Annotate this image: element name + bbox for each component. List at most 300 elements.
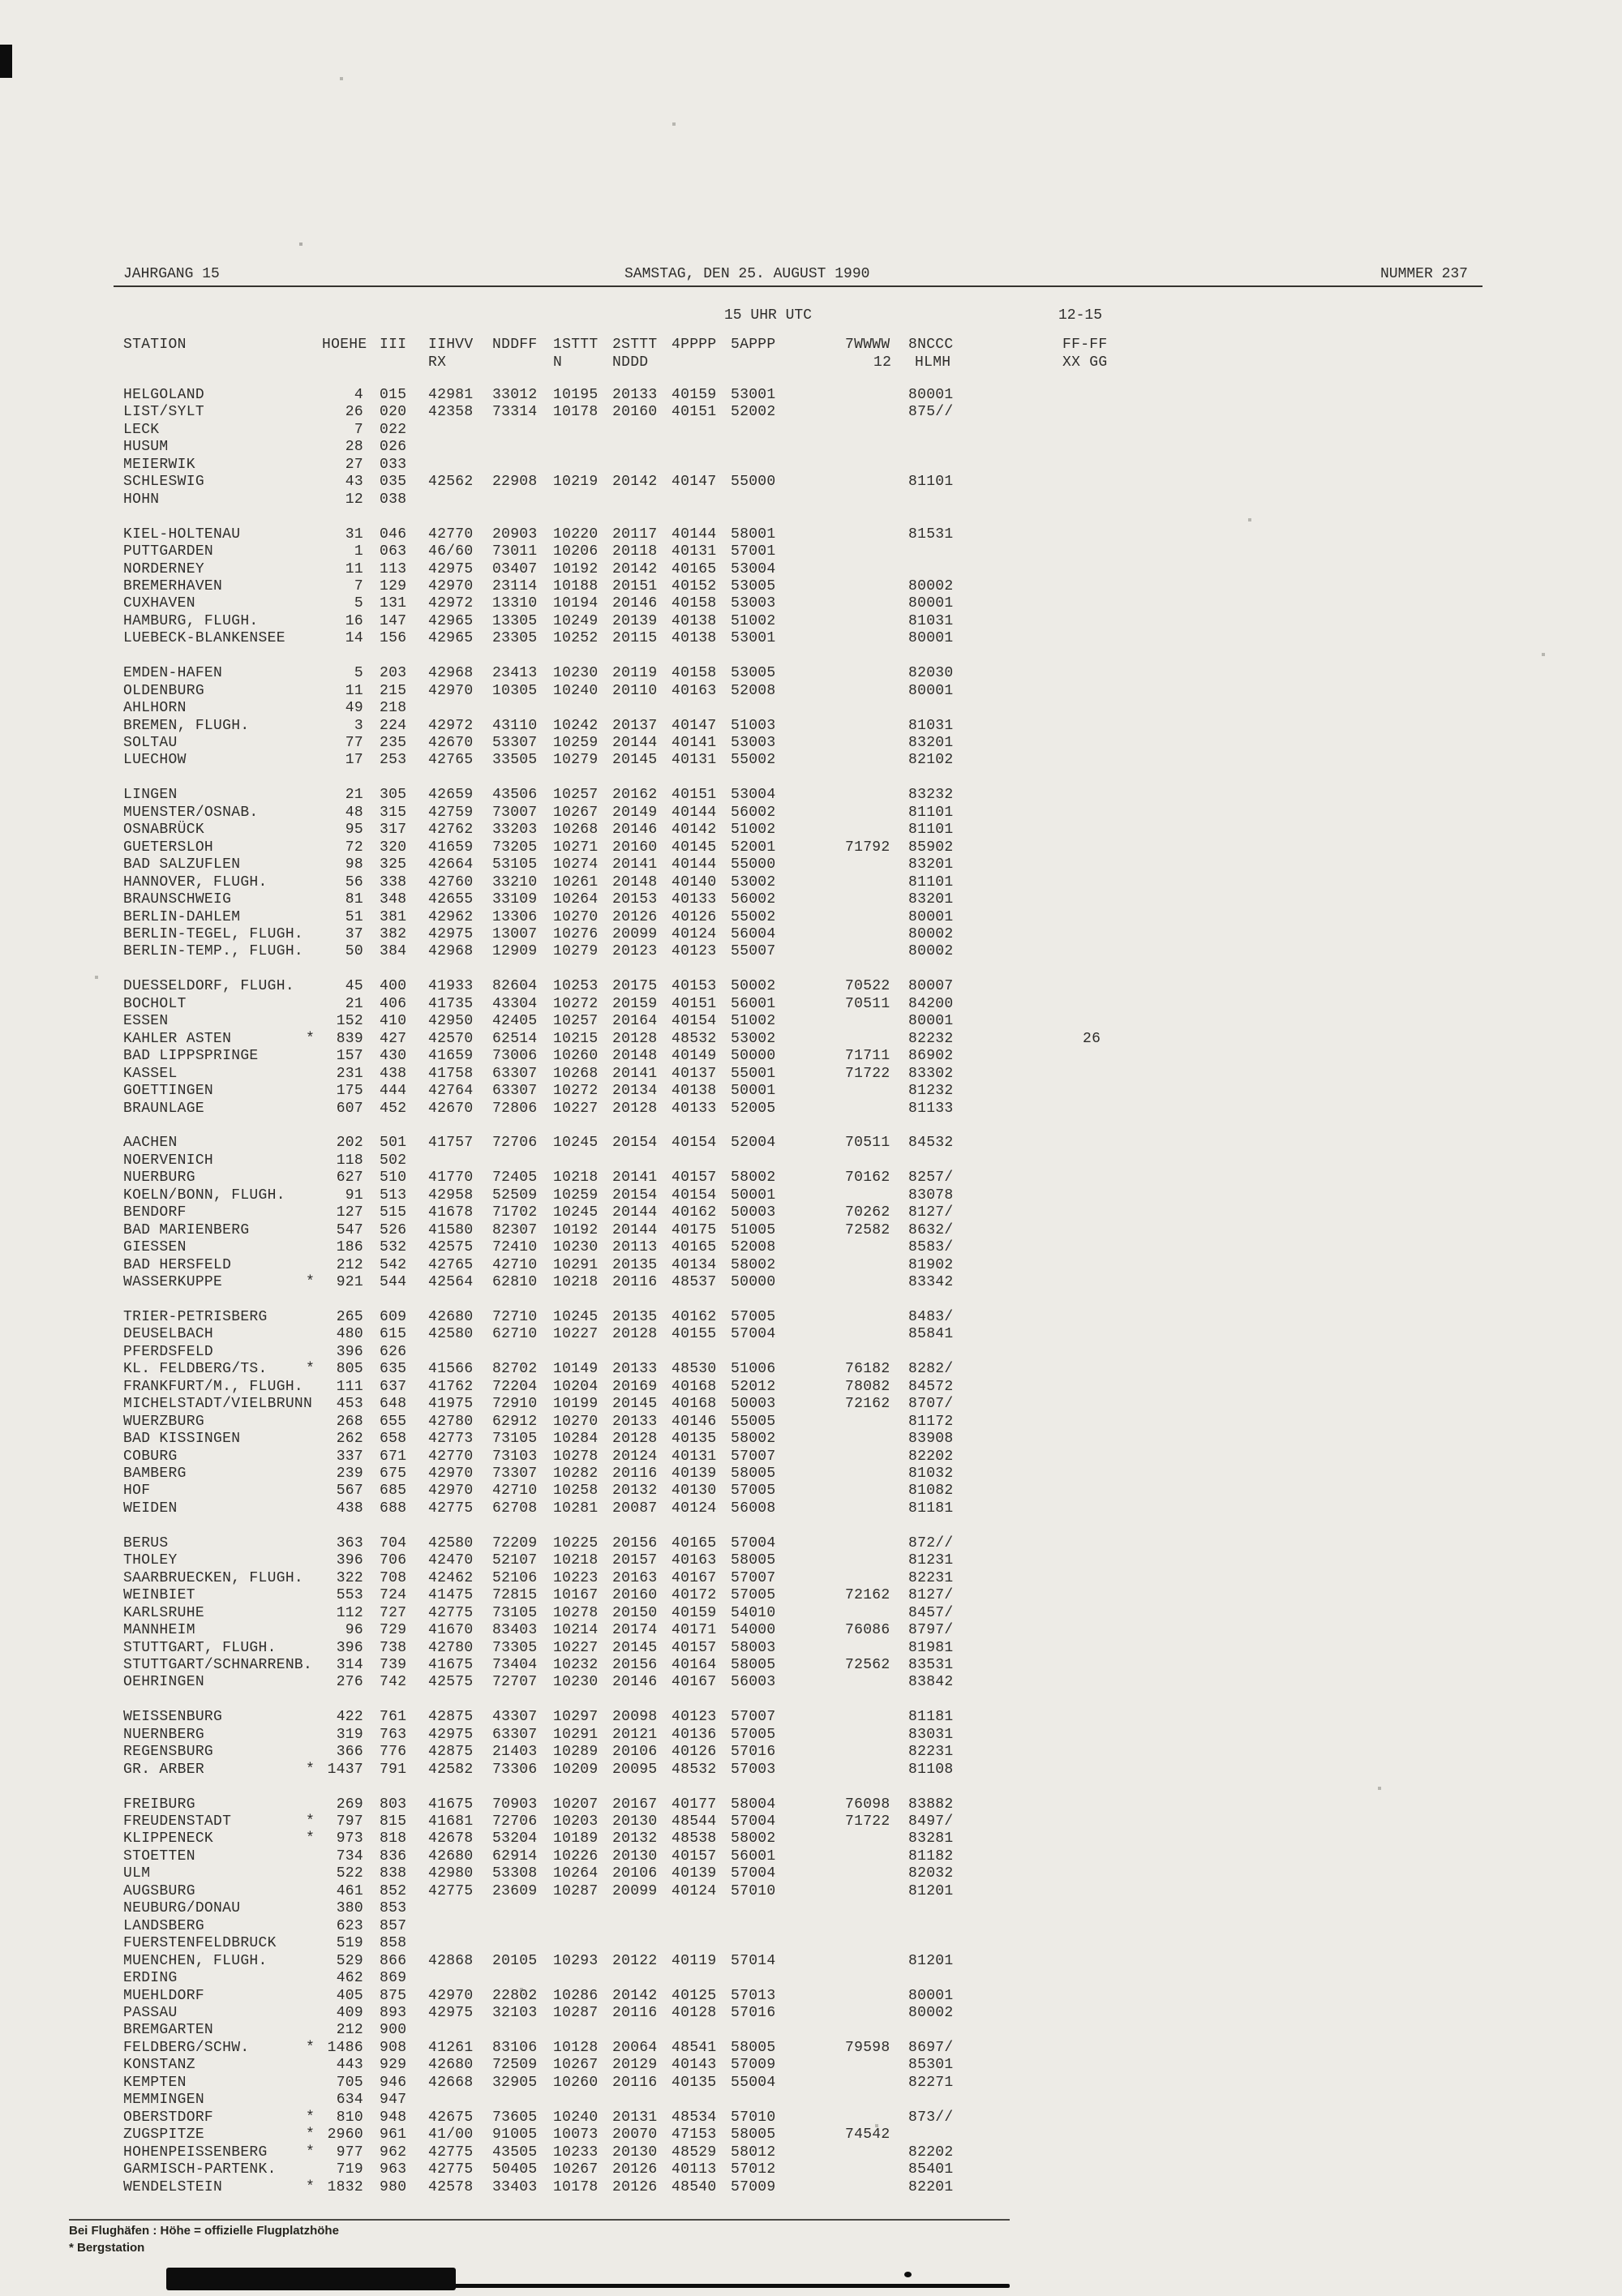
station-name: FREIBURG: [123, 1796, 195, 1813]
station-number: 410: [380, 1013, 407, 1030]
group-1sttt: 10291: [553, 1256, 599, 1273]
station-name: SAARBRUECKEN, FLUGH.: [123, 1569, 304, 1586]
group-nddff: 52107: [492, 1552, 538, 1569]
group-1sttt: 10199: [553, 1396, 599, 1413]
group-1sttt: 10282: [553, 1466, 599, 1482]
bergstation-marker: [306, 457, 322, 474]
station-name: MUENCHEN, FLUGH.: [123, 1952, 268, 1969]
group-8nccc: 85401: [908, 2161, 954, 2178]
group-1sttt: 10253: [553, 978, 599, 995]
station-elevation: 16: [345, 612, 363, 629]
group-1sttt: 10230: [553, 665, 599, 682]
group-nddff: 82604: [492, 978, 538, 995]
station-elevation: 4: [354, 387, 363, 403]
table-row: [0, 1187, 1622, 1204]
group-8nccc: 81201: [908, 1882, 954, 1899]
group-2sttt: 20118: [612, 543, 658, 560]
group-2sttt: [612, 2092, 672, 2109]
group-nddff: [492, 1344, 553, 1361]
bergstation-marker: [306, 1587, 322, 1604]
group-nddff: 21403: [492, 1744, 538, 1761]
bergstation-marker: [306, 683, 322, 700]
group-8nccc: 81231: [908, 1552, 954, 1569]
group-7wwww: 71722: [845, 1813, 890, 1830]
table-row: [0, 1466, 1622, 1483]
group-iihvv: [428, 1152, 492, 1169]
group-5appp: 58005: [731, 1656, 776, 1673]
group-1sttt: 10284: [553, 1431, 599, 1448]
station-number: 637: [380, 1378, 407, 1395]
group-nddff: 73105: [492, 1431, 538, 1448]
group-7wwww: [845, 1552, 908, 1569]
bergstation-marker: *: [306, 1830, 315, 1848]
group-iihvv: 41675: [428, 1656, 474, 1673]
station-elevation: 21: [345, 787, 363, 804]
group-iihvv: 41757: [428, 1135, 474, 1152]
station-elevation: 43: [345, 474, 363, 491]
group-2sttt: 20169: [612, 1378, 658, 1395]
group-ffff: [1062, 1239, 1622, 1256]
bergstation-marker: *: [306, 2144, 315, 2161]
group-5appp: 57014: [731, 1952, 776, 1969]
group-8nccc: [908, 1344, 1062, 1361]
group-iihvv: 42358: [428, 404, 474, 421]
table-row: [0, 1431, 1622, 1448]
group-2sttt: [612, 422, 672, 439]
group-ffff: [1062, 718, 1622, 735]
group-5appp: 57004: [731, 1865, 776, 1882]
station-name: AHLHORN: [123, 700, 187, 717]
station-elevation: 5: [354, 665, 363, 682]
column-subheader-nddd: NDDD: [612, 354, 649, 371]
group-iihvv: 42780: [428, 1413, 474, 1430]
station-name: BAD SALZUFLEN: [123, 856, 241, 873]
group-ffff: [1062, 543, 1622, 560]
group-iihvv: [428, 457, 492, 474]
group-7wwww: [845, 1709, 908, 1726]
group-8nccc: 81902: [908, 1256, 954, 1273]
station-name: SOLTAU: [123, 735, 178, 752]
scan-artifact-top-left: [0, 45, 12, 78]
station-name: EMDEN-HAFEN: [123, 665, 223, 682]
group-2sttt: 20134: [612, 1083, 658, 1100]
group-1sttt: 10270: [553, 1413, 599, 1430]
bergstation-marker: [306, 1883, 322, 1900]
group-2sttt: 20064: [612, 2039, 658, 2056]
group-8nccc: 83302: [908, 1065, 954, 1082]
group-2sttt: 20144: [612, 1204, 658, 1221]
group-2sttt: 20130: [612, 1813, 658, 1830]
group-nddff: 62708: [492, 1500, 538, 1517]
station-elevation: 405: [336, 1987, 363, 2004]
station-elevation: 1437: [327, 1761, 363, 1778]
column-header-iii: III: [380, 337, 407, 353]
bergstation-marker: [306, 874, 322, 891]
group-7wwww: [845, 387, 908, 404]
group-nddff: 63307: [492, 1083, 538, 1100]
group-ffff: [1062, 1865, 1622, 1882]
group-8nccc: 81101: [908, 873, 954, 891]
bergstation-marker: [306, 1535, 322, 1552]
station-name: NUERBURG: [123, 1169, 195, 1187]
group-ffff: [1062, 1101, 1622, 1118]
column-header-8nccc: 8NCCC: [908, 337, 954, 353]
group-iihvv: 42965: [428, 612, 474, 629]
group-7wwww: [845, 2075, 908, 2092]
group-8nccc: 8483/: [908, 1308, 954, 1325]
station-name: SCHLESWIG: [123, 474, 204, 491]
group-iihvv: 42770: [428, 1448, 474, 1465]
bergstation-marker: [306, 856, 322, 873]
bergstation-marker: [306, 630, 322, 647]
station-name: PUTTGARDEN: [123, 543, 214, 560]
group-ffff: [1062, 2126, 1622, 2144]
group-1sttt: 10278: [553, 1448, 599, 1465]
station-elevation: 337: [336, 1448, 363, 1465]
group-nddff: 73305: [492, 1639, 538, 1656]
group-7wwww: [845, 491, 908, 509]
table-row: [0, 1309, 1622, 1326]
bergstation-marker: [306, 891, 322, 908]
group-iihvv: 42968: [428, 943, 474, 960]
group-iihvv: 41678: [428, 1204, 474, 1221]
group-7wwww: 76098: [845, 1796, 890, 1813]
group-ffff: [1062, 1013, 1622, 1030]
station-number: 348: [380, 891, 407, 908]
group-7wwww: [845, 926, 908, 943]
bergstation-marker: [306, 735, 322, 752]
group-8nccc: 8707/: [908, 1396, 954, 1413]
group-4pppp: 40142: [672, 822, 717, 839]
group-5appp: [731, 2022, 845, 2039]
station-elevation: 262: [336, 1431, 363, 1448]
group-ffff: [1062, 996, 1622, 1013]
station-number: 305: [380, 787, 407, 804]
table-row: [0, 1414, 1622, 1431]
group-7wwww: [845, 1013, 908, 1030]
station-number: 946: [380, 2074, 407, 2091]
group-1sttt: 10218: [553, 1274, 599, 1291]
group-4pppp: 40163: [672, 682, 717, 699]
group-8nccc: [908, 491, 1062, 509]
column-subheader-rx: RX: [428, 354, 447, 371]
group-4pppp: 40133: [672, 891, 717, 908]
group-1sttt: [553, 1152, 612, 1169]
group-7wwww: [845, 1535, 908, 1552]
group-5appp: 50001: [731, 1083, 776, 1100]
group-5appp: 51002: [731, 612, 776, 629]
group-1sttt: [553, 1970, 612, 1987]
station-elevation: 202: [336, 1135, 363, 1152]
group-1sttt: [553, 1935, 612, 1952]
group-ffff: [1062, 1883, 1622, 1900]
station-name: FUERSTENFELDBRUCK: [123, 1935, 277, 1952]
group-1sttt: 10252: [553, 630, 599, 647]
group-8nccc: 83031: [908, 1726, 954, 1743]
group-iihvv: 42972: [428, 595, 474, 612]
column-header-nddff: NDDFF: [492, 337, 538, 353]
group-8nccc: 83078: [908, 1187, 954, 1204]
group-2sttt: 20095: [612, 1761, 658, 1778]
group-1sttt: 10167: [553, 1587, 599, 1604]
group-ffff: [1062, 2092, 1622, 2109]
group-4pppp: 48529: [672, 2144, 717, 2161]
station-name: KLIPPENECK: [123, 1830, 214, 1848]
group-2sttt: 20135: [612, 1256, 658, 1273]
group-iihvv: [428, 1918, 492, 1935]
column-header-hoehe: HOEHE: [322, 337, 367, 353]
group-ffff: [1062, 1535, 1622, 1552]
station-elevation: 366: [336, 1744, 363, 1761]
group-8nccc: 83882: [908, 1796, 954, 1813]
bergstation-marker: [306, 1083, 322, 1100]
bergstation-marker: [306, 2057, 322, 2074]
group-1sttt: 10204: [553, 1378, 599, 1395]
table-row: [0, 1274, 1622, 1291]
group-8nccc: 81172: [908, 1413, 954, 1430]
group-1sttt: 10178: [553, 404, 599, 421]
group-7wwww: 70162: [845, 1169, 890, 1187]
table-row: [0, 422, 1622, 439]
group-2sttt: 20116: [612, 1274, 658, 1291]
group-ffff: [1062, 2109, 1622, 2126]
group-iihvv: 42578: [428, 2178, 474, 2195]
group-7wwww: [845, 1239, 908, 1256]
table-row: [0, 1101, 1622, 1118]
station-elevation: 805: [336, 1361, 363, 1378]
group-iihvv: 42570: [428, 1030, 474, 1047]
group-5appp: 51002: [731, 822, 776, 839]
group-nddff: 73011: [492, 543, 538, 560]
group-5appp: 56003: [731, 1674, 776, 1691]
table-row: [0, 1031, 1622, 1048]
group-nddff: 73006: [492, 1048, 538, 1065]
group-5appp: 58002: [731, 1169, 776, 1187]
group-7wwww: [845, 422, 908, 439]
station-number: 675: [380, 1466, 407, 1482]
station-elevation: 1486: [327, 2039, 363, 2056]
station-name: FELDBERG/SCHW.: [123, 2039, 250, 2056]
station-elevation: 921: [336, 1274, 363, 1291]
group-iihvv: 42975: [428, 1726, 474, 1743]
group-7wwww: [845, 561, 908, 578]
bergstation-marker: [306, 1796, 322, 1813]
group-ffff: [1062, 2179, 1622, 2196]
station-number: 542: [380, 1256, 407, 1273]
group-2sttt: 20137: [612, 717, 658, 734]
group-nddff: 53307: [492, 735, 538, 752]
group-7wwww: [845, 2022, 908, 2039]
station-name: HANNOVER, FLUGH.: [123, 873, 268, 891]
group-5appp: 53005: [731, 665, 776, 682]
group-8nccc: 8497/: [908, 1813, 954, 1830]
table-row: [0, 1796, 1622, 1813]
station-name: AUGSBURG: [123, 1882, 195, 1899]
group-ffff: [1062, 1935, 1622, 1952]
group-8nccc: 82271: [908, 2074, 954, 2091]
group-7wwww: [845, 1500, 908, 1517]
group-nddff: 73404: [492, 1656, 538, 1673]
group-nddff: 20903: [492, 526, 538, 543]
group-7wwww: [845, 630, 908, 647]
group-nddff: 53308: [492, 1865, 538, 1882]
group-4pppp: 40123: [672, 1709, 717, 1726]
group-nddff: 83403: [492, 1622, 538, 1639]
station-name: NORDERNEY: [123, 560, 204, 577]
group-7wwww: [845, 787, 908, 804]
table-row: [0, 683, 1622, 700]
group-ffff: [1062, 561, 1622, 578]
group-2sttt: 20126: [612, 2178, 658, 2195]
group-7wwww: [845, 578, 908, 595]
station-elevation: 45: [345, 978, 363, 995]
table-row: [0, 1830, 1622, 1848]
group-iihvv: 42765: [428, 1256, 474, 1273]
group-nddff: 12909: [492, 943, 538, 960]
group-iihvv: 41/00: [428, 2126, 474, 2144]
station-number: 685: [380, 1483, 407, 1500]
group-4pppp: 40146: [672, 1413, 717, 1430]
group-4pppp: [672, 2092, 731, 2109]
group-5appp: 53001: [731, 387, 776, 403]
station-name: KONSTANZ: [123, 2057, 195, 2074]
group-5appp: 58004: [731, 1796, 776, 1813]
station-name: DUESSELDORF, FLUGH.: [123, 978, 294, 995]
table-row: [0, 718, 1622, 735]
station-elevation: 48: [345, 804, 363, 821]
group-4pppp: 47153: [672, 2126, 717, 2144]
group-nddff: [492, 700, 553, 717]
station-name: BRAUNSCHWEIG: [123, 891, 232, 908]
station-elevation: 28: [345, 439, 363, 456]
station-name: LECK: [123, 421, 160, 438]
group-4pppp: [672, 1935, 731, 1952]
group-4pppp: 40137: [672, 1065, 717, 1082]
station-name: KAHLER ASTEN: [123, 1030, 232, 1047]
table-row: [0, 1361, 1622, 1378]
bergstation-marker: [306, 1344, 322, 1361]
group-iihvv: 42670: [428, 1100, 474, 1117]
station-name: BENDORF: [123, 1204, 187, 1221]
table-row: [0, 926, 1622, 943]
station-elevation: 37: [345, 926, 363, 942]
group-7wwww: [845, 700, 908, 717]
group-4pppp: 40151: [672, 404, 717, 421]
group-4pppp: 40139: [672, 1466, 717, 1482]
station-number: 857: [380, 1917, 407, 1934]
group-ffff: [1062, 578, 1622, 595]
group-iihvv: 42962: [428, 908, 474, 925]
station-elevation: 363: [336, 1534, 363, 1551]
group-4pppp: 40171: [672, 1622, 717, 1639]
group-4pppp: 40138: [672, 630, 717, 647]
group-4pppp: 40126: [672, 908, 717, 925]
group-7wwww: 72582: [845, 1221, 890, 1238]
masthead-rule: [114, 285, 1483, 287]
group-iihvv: 42670: [428, 735, 474, 752]
group-8nccc: 85841: [908, 1326, 954, 1343]
group-8nccc: 81182: [908, 1848, 954, 1865]
group-8nccc: [908, 1918, 1062, 1935]
table-row: [0, 1727, 1622, 1744]
group-8nccc: 80001: [908, 908, 954, 925]
group-7wwww: [845, 1727, 908, 1744]
table-row: [0, 1935, 1622, 1952]
group-nddff: 63307: [492, 1065, 538, 1082]
group-4pppp: 48540: [672, 2178, 717, 2195]
group-5appp: 57012: [731, 2161, 776, 2178]
station-name: DEUSELBACH: [123, 1326, 214, 1343]
group-2sttt: 20150: [612, 1604, 658, 1621]
station-number: 729: [380, 1622, 407, 1639]
group-7wwww: [845, 1309, 908, 1326]
table-row: [0, 2057, 1622, 2074]
group-1sttt: 10287: [553, 1882, 599, 1899]
group-iihvv: [428, 1970, 492, 1987]
table-row: [0, 1744, 1622, 1761]
group-ffff: [1062, 1622, 1622, 1639]
station-name: MANNHEIM: [123, 1622, 195, 1639]
bergstation-marker: *: [306, 1813, 315, 1830]
station-elevation: 396: [336, 1552, 363, 1569]
group-4pppp: 40136: [672, 1726, 717, 1743]
station-number: 113: [380, 560, 407, 577]
group-5appp: 56002: [731, 891, 776, 908]
group-5appp: [731, 422, 845, 439]
group-nddff: 63307: [492, 1726, 538, 1743]
group-iihvv: 42664: [428, 856, 474, 873]
group-nddff: 72710: [492, 1308, 538, 1325]
group-5appp: 52001: [731, 839, 776, 856]
group-5appp: 57004: [731, 1534, 776, 1551]
group-4pppp: 40131: [672, 752, 717, 769]
station-number: 893: [380, 2005, 407, 2021]
group-nddff: 43110: [492, 717, 538, 734]
station-elevation: 1: [354, 543, 363, 560]
station-elevation: 480: [336, 1326, 363, 1343]
group-iihvv: 42773: [428, 1431, 474, 1448]
table-row: [0, 805, 1622, 822]
group-1sttt: [553, 2092, 612, 2109]
group-5appp: 57013: [731, 1987, 776, 2004]
station-number: 929: [380, 2057, 407, 2074]
station-number: 427: [380, 1030, 407, 1047]
group-ffff: [1062, 1083, 1622, 1100]
group-iihvv: 42762: [428, 822, 474, 839]
group-5appp: 58002: [731, 1256, 776, 1273]
group-7wwww: [845, 1970, 908, 1987]
group-ffff: [1062, 1431, 1622, 1448]
group-1sttt: [553, 1918, 612, 1935]
group-5appp: 51006: [731, 1361, 776, 1378]
scan-artifact-bottom-line: [450, 2284, 1010, 2288]
group-1sttt: 10245: [553, 1308, 599, 1325]
group-2sttt: [612, 1935, 672, 1952]
group-5appp: 58005: [731, 2126, 776, 2144]
group-5appp: 57007: [731, 1569, 776, 1586]
group-ffff: [1062, 1396, 1622, 1413]
group-8nccc: 82201: [908, 2178, 954, 2195]
group-7wwww: [845, 1152, 908, 1169]
group-1sttt: [553, 439, 612, 456]
group-1sttt: 10206: [553, 543, 599, 560]
group-8nccc: 81232: [908, 1083, 954, 1100]
group-2sttt: 20144: [612, 1221, 658, 1238]
table-row: [0, 978, 1622, 995]
group-4pppp: [672, 700, 731, 717]
group-nddff: 42710: [492, 1483, 538, 1500]
table-row: [0, 665, 1622, 682]
